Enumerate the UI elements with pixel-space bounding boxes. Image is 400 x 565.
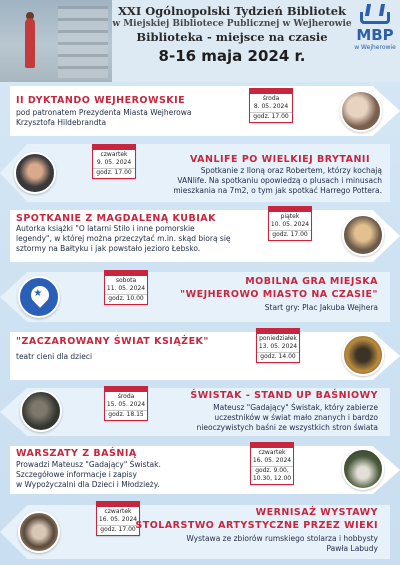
- event-title-secondary: "WEJHEROWO MIASTO NA CZASIE": [180, 289, 378, 300]
- page-theme: Biblioteka - miejsce na czasie: [136, 30, 328, 44]
- event-description: [132, 166, 382, 196]
- event-day: środa: [117, 393, 135, 400]
- event-datebox: [256, 328, 300, 363]
- header-photo: [0, 0, 112, 82]
- woodwork-photo-icon: [18, 511, 60, 553]
- event-line: legendy", w której można przeczytać m.in. skąd biorą się: [16, 234, 231, 243]
- event-date: 15. 05. 2024: [106, 401, 146, 408]
- event-title: WERNISAŻ WYSTAWY: [255, 507, 378, 518]
- writing-photo-icon: [340, 90, 382, 132]
- event-time: godz. 17.00: [269, 230, 311, 239]
- event-time: godz. 17.00: [93, 168, 135, 177]
- event-day: środa: [262, 95, 280, 102]
- event-day: czwartek: [100, 151, 128, 158]
- event-line: nieoczywistych baśni ze wszystkich stron świata: [196, 423, 378, 432]
- event-title: SPOTKANIE Z MAGDALENĄ KUBIAK: [16, 213, 216, 224]
- event-time: godz. 18.15: [105, 410, 147, 419]
- event-line: VANlife. Na spotkaniu opowiedzą o plusach i minusach: [177, 176, 382, 185]
- event-date: 13. 05. 2024: [258, 343, 298, 350]
- header: [0, 0, 400, 82]
- event-zaczarowany-swiat: [0, 332, 400, 380]
- event-title: MOBILNA GRA MIEJSKA: [245, 276, 378, 287]
- event-day: sobota: [115, 277, 137, 284]
- event-title: II DYKTANDO WEJHEROWSKIE: [16, 95, 186, 106]
- event-title: WARSZATY Z BAŚNIĄ: [16, 448, 137, 459]
- event-description: [16, 108, 246, 128]
- event-dyktando: [0, 86, 400, 136]
- event-datebox: [104, 270, 148, 305]
- event-title-secondary: STOLARSTWO ARTYSTYCZNE PRZEZ WIEKI: [135, 520, 378, 531]
- logo-subtext: w Wejherowie: [354, 44, 396, 51]
- event-line: Szczegółowe informacje i zapisy: [16, 470, 137, 479]
- event-line: w Wypożyczalni dla Dzieci i Młodzieży.: [16, 480, 160, 489]
- event-date: 11. 05. 2024: [106, 285, 146, 292]
- event-time: godz. 17.00: [250, 112, 292, 121]
- red-figure-image: [25, 18, 35, 68]
- event-kubiak: [0, 210, 400, 262]
- event-date: 9. 05. 2024: [96, 159, 132, 166]
- event-description: [16, 224, 266, 254]
- event-date: 16. 05. 2024: [98, 516, 138, 523]
- event-day: czwartek: [104, 508, 132, 515]
- event-title: "ZACZAROWANY ŚWIAT KSIĄŻEK": [16, 336, 209, 347]
- map-pin-icon: ★: [18, 276, 60, 318]
- book-logo-icon: [360, 4, 390, 26]
- event-time: godz. 14.00: [257, 352, 299, 361]
- logo-text: MBP: [356, 26, 394, 44]
- event-datebox: [92, 144, 136, 179]
- page-title: XXI Ogólnopolski Tydzień Bibliotek: [118, 4, 346, 18]
- mbp-logo: [352, 4, 398, 74]
- event-title: VANLIFE PO WIELKIEJ BRYTANII: [189, 154, 370, 165]
- event-line: pod patronatem Prezydenta Miasta Wejherowa: [16, 108, 192, 117]
- event-line: Autorka książki "O latarni Stilo i inne pomorskie: [16, 224, 195, 233]
- event-date: 8. 05. 2024: [253, 103, 289, 110]
- bookshelf-image: [58, 6, 108, 78]
- storyteller-photo-icon: [20, 390, 62, 432]
- shadow-theatre-photo-icon: [342, 334, 384, 376]
- event-datebox: [250, 442, 294, 485]
- event-line: Prowadzi Mateusz "Gadający" Świstak.: [16, 460, 161, 469]
- event-description: [178, 303, 378, 313]
- event-description: [148, 534, 378, 554]
- event-title: ŚWISTAK - STAND UP BAŚNIOWY: [190, 390, 378, 401]
- event-time-extra: 10.30, 12.00: [252, 475, 292, 482]
- event-description: [16, 352, 216, 362]
- event-line: Spotkanie z Iloną oraz Robertem, którzy kochają: [200, 166, 382, 175]
- event-datebox: [249, 88, 293, 123]
- header-title-block: [112, 4, 352, 65]
- event-line: teatr cieni dla dzieci: [16, 352, 93, 361]
- mushrooms-photo-icon: [342, 448, 384, 490]
- event-datebox: [96, 501, 140, 536]
- event-wernisaz: [0, 505, 400, 559]
- event-warsztaty: [0, 446, 400, 494]
- event-datebox: [268, 206, 312, 241]
- event-line: mieszkania na 7m2, o tym jak spotkać Harrego Pottera.: [173, 186, 382, 195]
- page-subtitle: w Miejskiej Bibliotece Publicznej w Wejherowie: [112, 19, 352, 29]
- event-date: 10. 05. 2024: [270, 221, 310, 228]
- event-line: uczestników w świat mało znanych i bardzo: [214, 413, 378, 422]
- author-photo-icon: [342, 214, 384, 256]
- event-description: [16, 460, 226, 490]
- event-line: Pawła Labudy: [326, 544, 378, 553]
- event-time: godz. 10.00: [105, 294, 147, 303]
- couple-photo-icon: [14, 152, 56, 194]
- page-dates: 8-16 maja 2024 r.: [158, 47, 306, 65]
- event-line: Wystawa ze zbiorów rumskiego stolarza i hobbysty: [186, 534, 378, 543]
- event-line: Start gry: Plac Jakuba Wejhera: [264, 303, 378, 312]
- event-day: czwartek: [258, 449, 286, 456]
- event-vanlife: [0, 144, 400, 202]
- event-swistak-standup: [0, 388, 400, 436]
- event-description: [138, 403, 378, 433]
- event-date: 16. 05. 2024: [252, 457, 292, 464]
- event-line: Krzysztofa Hildebrandta: [16, 118, 107, 127]
- event-day: poniedziałek: [259, 335, 297, 342]
- event-line: sztormy na Bałtyku i jak powstało jezioro Łebsko.: [16, 244, 201, 253]
- event-time: godz. 17.00: [97, 525, 139, 534]
- event-time: godz. 9.00,: [251, 466, 293, 475]
- event-gra-miejska: [0, 272, 400, 322]
- event-day: piątek: [280, 213, 300, 220]
- event-line: Mateusz "Gadający" Świstak, który zabierze: [213, 403, 378, 412]
